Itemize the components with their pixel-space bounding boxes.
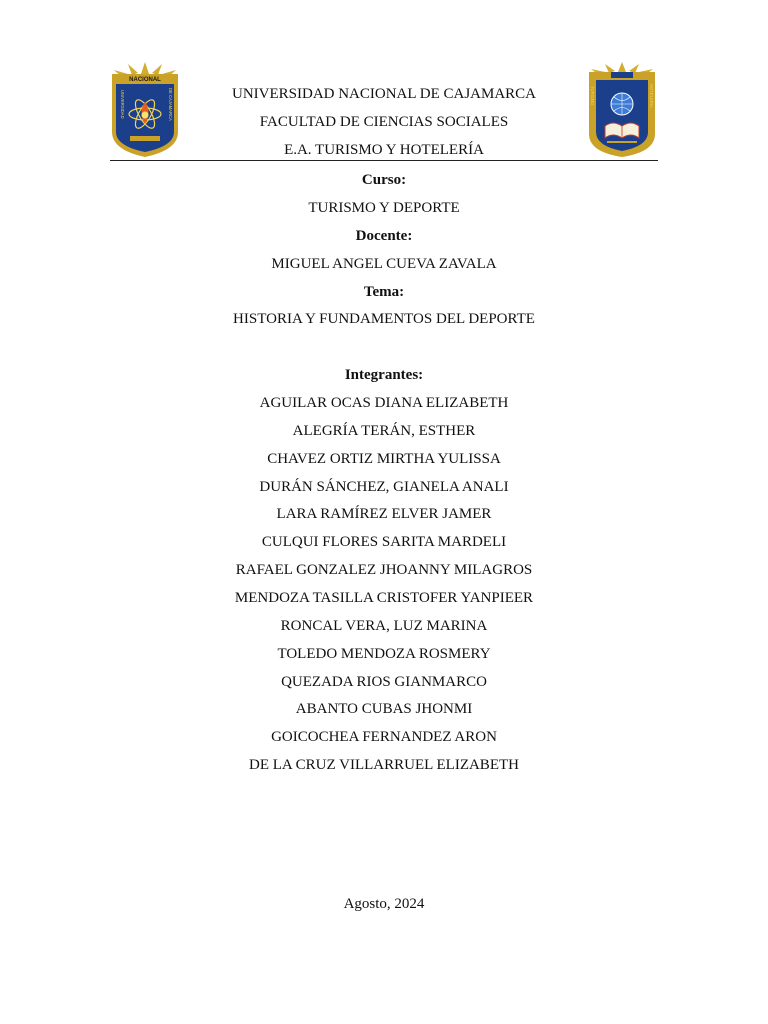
teacher-value: MIGUEL ANGEL CUEVA ZAVALA (271, 256, 497, 272)
members-label: Integrantes: (344, 367, 424, 383)
teacher-label: Docente: (355, 228, 413, 244)
school-name: E.A. TURISMO Y HOTELERÍA (284, 142, 484, 158)
crest-left-label: TURISMO (590, 86, 595, 106)
member-name: MENDOZA TASILLA CRISTOFER YANPIEER (234, 590, 534, 606)
member-name: ABANTO CUBAS JHONMI (295, 701, 473, 717)
member-name: CHAVEZ ORTIZ MIRTHA YULISSA (267, 451, 501, 467)
institution-header (110, 84, 658, 168)
topic-label: Tema: (363, 284, 405, 300)
member-name: DE LA CRUZ VILLARRUEL ELIZABETH (249, 757, 519, 773)
member-name: DURÁN SÁNCHEZ, GIANELA ANALI (259, 479, 509, 495)
member-name: GOICOCHEA FERNANDEZ ARON (271, 729, 497, 745)
member-name: RONCAL VERA, LUZ MARINA (280, 618, 488, 634)
crest-top-label: NACIONAL (129, 77, 161, 83)
member-name: CULQUI FLORES SARITA MARDELI (261, 534, 507, 550)
faculty-name: FACULTAD DE CIENCIAS SOCIALES (259, 114, 509, 130)
member-name: ALEGRÍA TERÁN, ESTHER (292, 423, 476, 439)
university-name: UNIVERSIDAD NACIONAL DE CAJAMARCA (231, 86, 537, 102)
member-name: AGUILAR OCAS DIANA ELIZABETH (259, 395, 509, 411)
member-name: LARA RAMÍREZ ELVER JAMER (276, 506, 492, 522)
crest-right-label: HOTELERIA (649, 84, 654, 108)
member-name: RAFAEL GONZALEZ JHOANNY MILAGROS (235, 562, 533, 578)
document-date: Agosto, 2024 (343, 896, 425, 912)
crest-left-label: UNIVERSIDAD (120, 90, 125, 119)
header-divider (110, 160, 658, 161)
member-name: TOLEDO MENDOZA ROSMERY (277, 646, 491, 662)
course-value: TURISMO Y DEPORTE (308, 200, 460, 216)
member-name: QUEZADA RIOS GIANMARCO (281, 674, 487, 690)
crest-right-label: DE CAJAMARCA (168, 88, 173, 121)
topic-value: HISTORIA Y FUNDAMENTOS DEL DEPORTE (233, 311, 535, 327)
course-label: Curso: (361, 172, 407, 188)
